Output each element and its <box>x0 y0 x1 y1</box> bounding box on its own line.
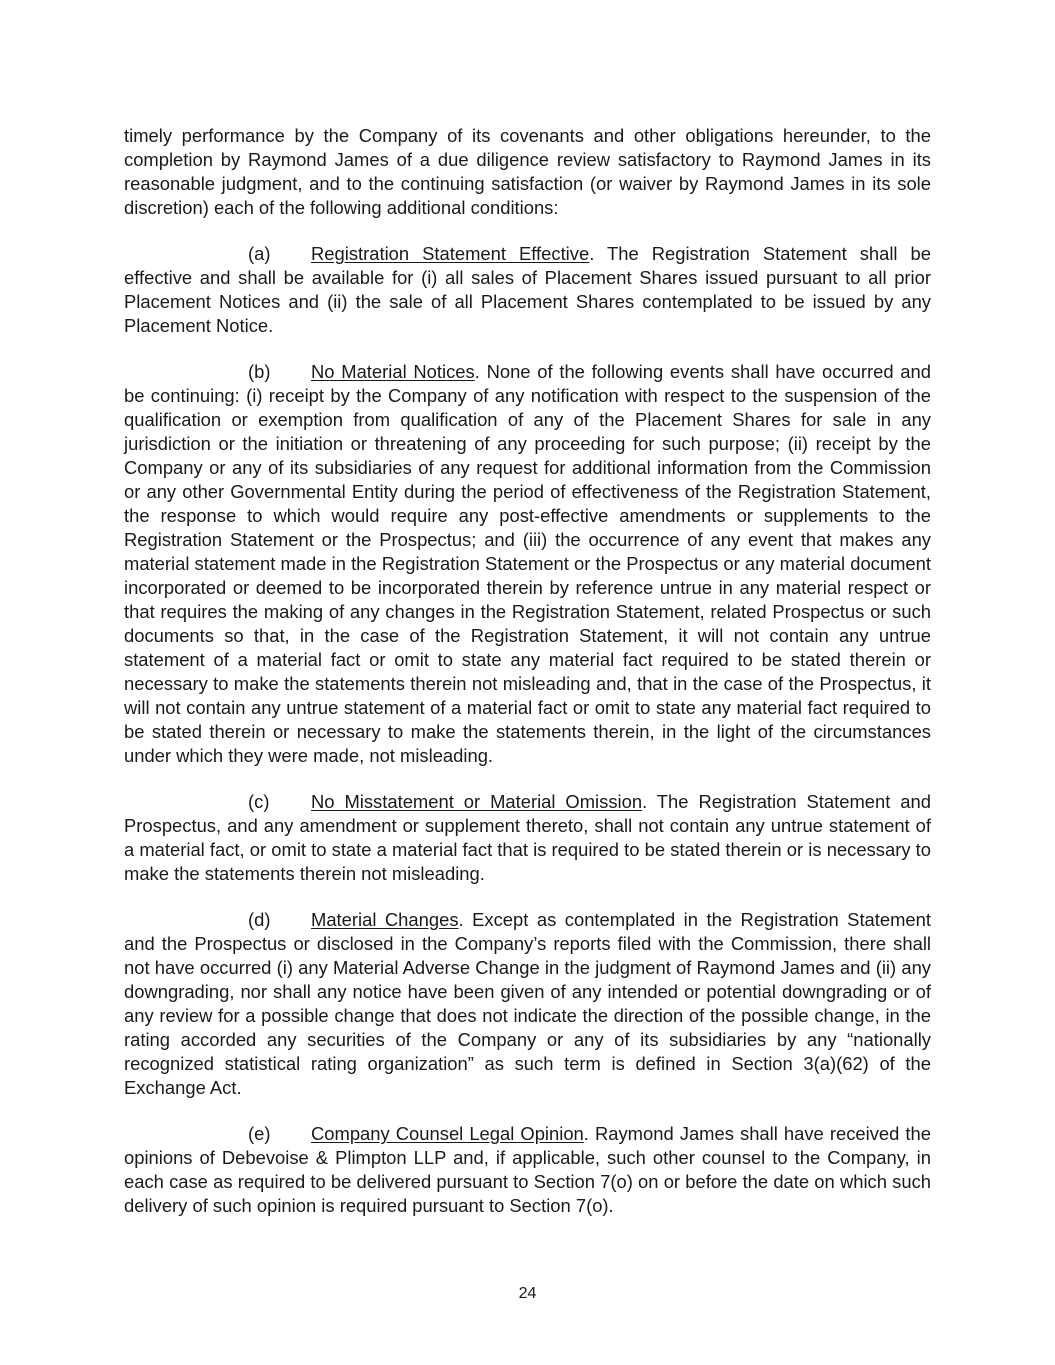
section-body: . The Registration Statement shall be effective and shall be available for (i) all sales of Placement Shares issued pursuant to all prior Placement Notices and (ii) the sale of all Placement Shares contemplated to be issued by any Placement Notice. <box>124 243 931 336</box>
section-body: . Except as contemplated in the Registration Statement and the Prospectus or disclosed in the Company’s reports filed with the Commission, there shall not have occurred (i) any Material Adverse Change in the judgment of Raymond James and (ii) any downgrading, nor shall any notice have been given of any intended or potential downgrading or of any review for a possible change that does not indicate the direction of the possible change, in the rating accorded any securities of the Company or any of its subsidiaries by any “nationally recognized statistical rating organization” as such term is defined in Section 3(a)(62) of the Exchange Act. <box>124 909 931 1098</box>
section-marker: (a) <box>248 243 271 264</box>
section-d <box>124 908 931 1100</box>
section-heading: No Material Notices <box>311 361 475 382</box>
section-heading: Material Changes <box>311 909 459 930</box>
section-heading: Registration Statement Effective <box>311 243 590 264</box>
section-heading: Company Counsel Legal Opinion <box>311 1123 584 1144</box>
page-number: 24 <box>518 1285 537 1302</box>
section-marker: (b) <box>248 361 271 382</box>
section-marker: (e) <box>248 1123 271 1144</box>
section-e <box>124 1122 931 1218</box>
section-c <box>124 790 931 886</box>
section-body: . The Registration Statement and Prospectus, and any amendment or supplement thereto, shall not contain any untrue statement of a material fact, or omit to state a material fact that is required to be stated therein or is necessary to make the statements therein not misleading. <box>124 791 931 884</box>
document-page <box>124 124 931 1240</box>
section-heading: No Misstatement or Material Omission <box>311 791 643 812</box>
section-marker: (c) <box>248 791 270 812</box>
section-b <box>124 360 931 768</box>
intro-paragraph: timely performance by the Company of its covenants and other obligations hereunder, to the completion by Raymond James of a due diligence review satisfactory to Raymond James in its reasonable judgment, and to the continuing satisfaction (or waiver by Raymond James in its sole discretion) each of the following additional conditions: <box>124 125 931 218</box>
section-body: . None of the following events shall have occurred and be continuing: (i) receipt by the Company of any notification with respect to the suspension of the qualification or exemption from qualification of any of the Placement Shares for sale in any jurisdiction or the initiation or threatening of any proceeding for such purpose; (ii) receipt by the Company or any of its subsidiaries of any request for additional information from the Commission or any other Governmental Entity during the period of effectiveness of the Registration Statement, the response to which would require any post-effective amendments or supplements to the Registration Statement or the Prospectus; and (iii) the occurrence of any event that makes any material statement made in the Registration Statement or the Prospectus or any material document incorporated or deemed to be incorporated therein by reference untrue in any material respect or that requires the making of any changes in the Registration Statement, related Prospectus or such documents so that, in the case of the Registration Statement, it will not contain any untrue statement of a material fact or omit to state any material fact required to be stated therein or necessary to make the statements therein not misleading and, that in the case of the Prospectus, it will not contain any untrue statement of a material fact or omit to state any material fact required to be stated therein or necessary to make the statements therein, in the light of the circumstances under which they were made, not misleading. <box>124 361 931 766</box>
section-a <box>124 242 931 338</box>
section-marker: (d) <box>248 909 271 930</box>
section-body: . Raymond James shall have received the opinions of Debevoise & Plimpton LLP and, if applicable, such other counsel to the Company, in each case as required to be delivered pursuant to Section 7(o) on or before the date on which such delivery of such opinion is required pursuant to Section 7(o). <box>124 1123 931 1216</box>
